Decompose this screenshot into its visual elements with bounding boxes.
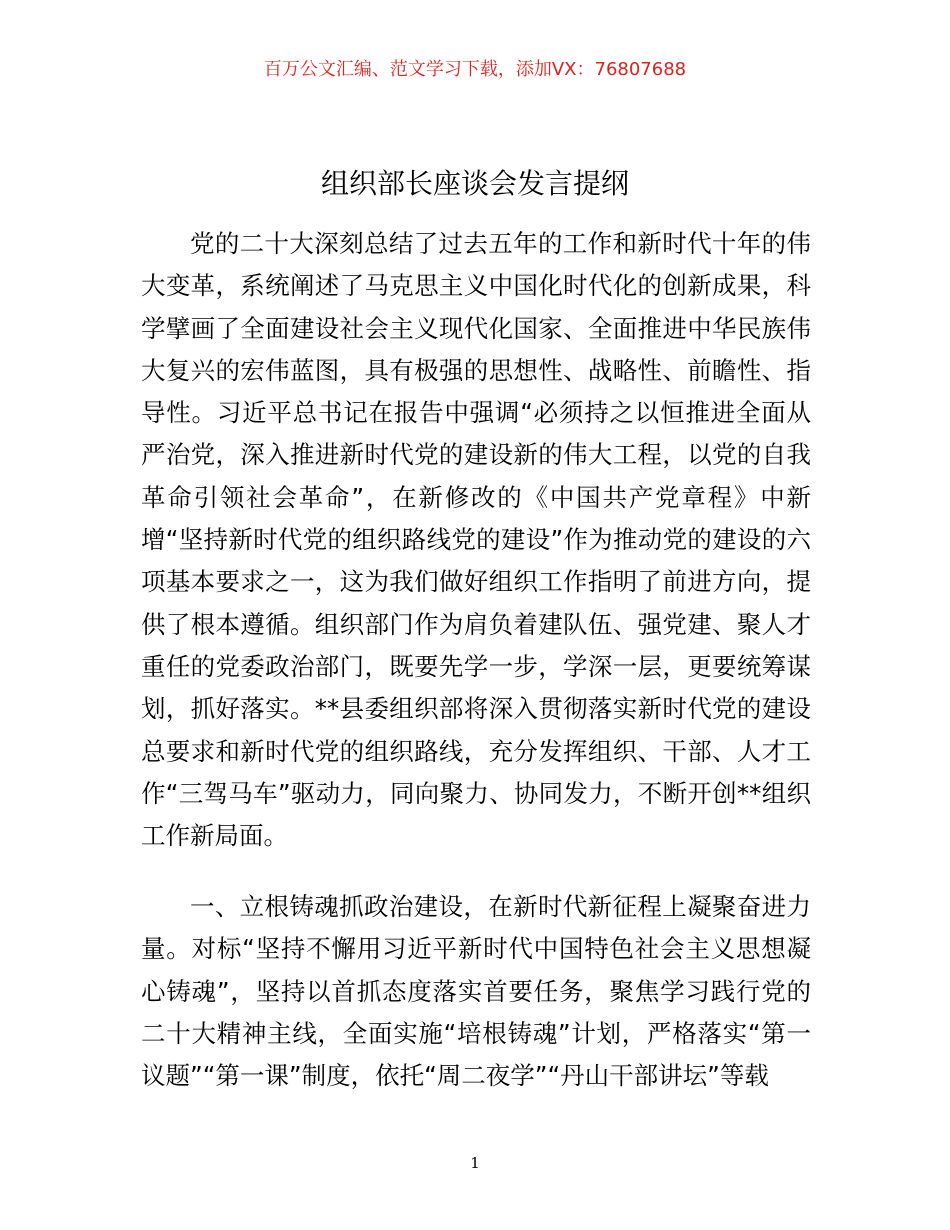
page-number: 1 [470,1154,480,1172]
body-paragraph: 党的二十大深刻总结了过去五年的工作和新时代十年的伟大变革，系统阐述了马克思主义中国化时代化的创新成果，科学擘画了全面建设社会主义现代化国家、全面推进中华民族伟大复兴的宏伟蓝图，具有极强的思想性、战略性、前瞻性、指导性。习近平总书记在报告中强调“必须持之以恒推进全面从严治党，深入推进新时代党的建设新的伟大工程，以党的自我革命引领社会革命”，在新修改的《中国共产党章程》中新增“坚持新时代党的组织路线党的建设”作为推动党的建设的六项基本要求之一，这为我们做好组织工作指明了前进方向，提供了根本遵循。组织部门作为肩负着建队伍、强党建、聚人才重任的党委政治部门，既要先学一步，学深一层，更要统筹谋划，抓好落实。**县委组织部将深入贯彻落实新时代党的建设总要求和新时代党的组织路线，充分发挥组织、干部、人才工作“三驾马车”驱动力，同向聚力、协同发力，不断开创**组织工作新局面。 [141,229,811,851]
body-paragraph: 一、立根铸魂抓政治建设，在新时代新征程上凝聚奋进力量。对标“坚持不懈用习近平新时代中国特色社会主义思想凝心铸魂”，坚持以首抓态度落实首要任务，聚焦学习践行党的二十大精神主线，全面实施“培根铸魂”计划，严格落实“第一议题”“第一课”制度，依托“周二夜学”“丹山干部讲坛”等载 [141,892,811,1091]
header-notice: 百万公文汇编、范文学习下载，添加VX：76807688 [263,59,687,80]
document-title: 组织部长座谈会发言提纲 [320,167,629,200]
